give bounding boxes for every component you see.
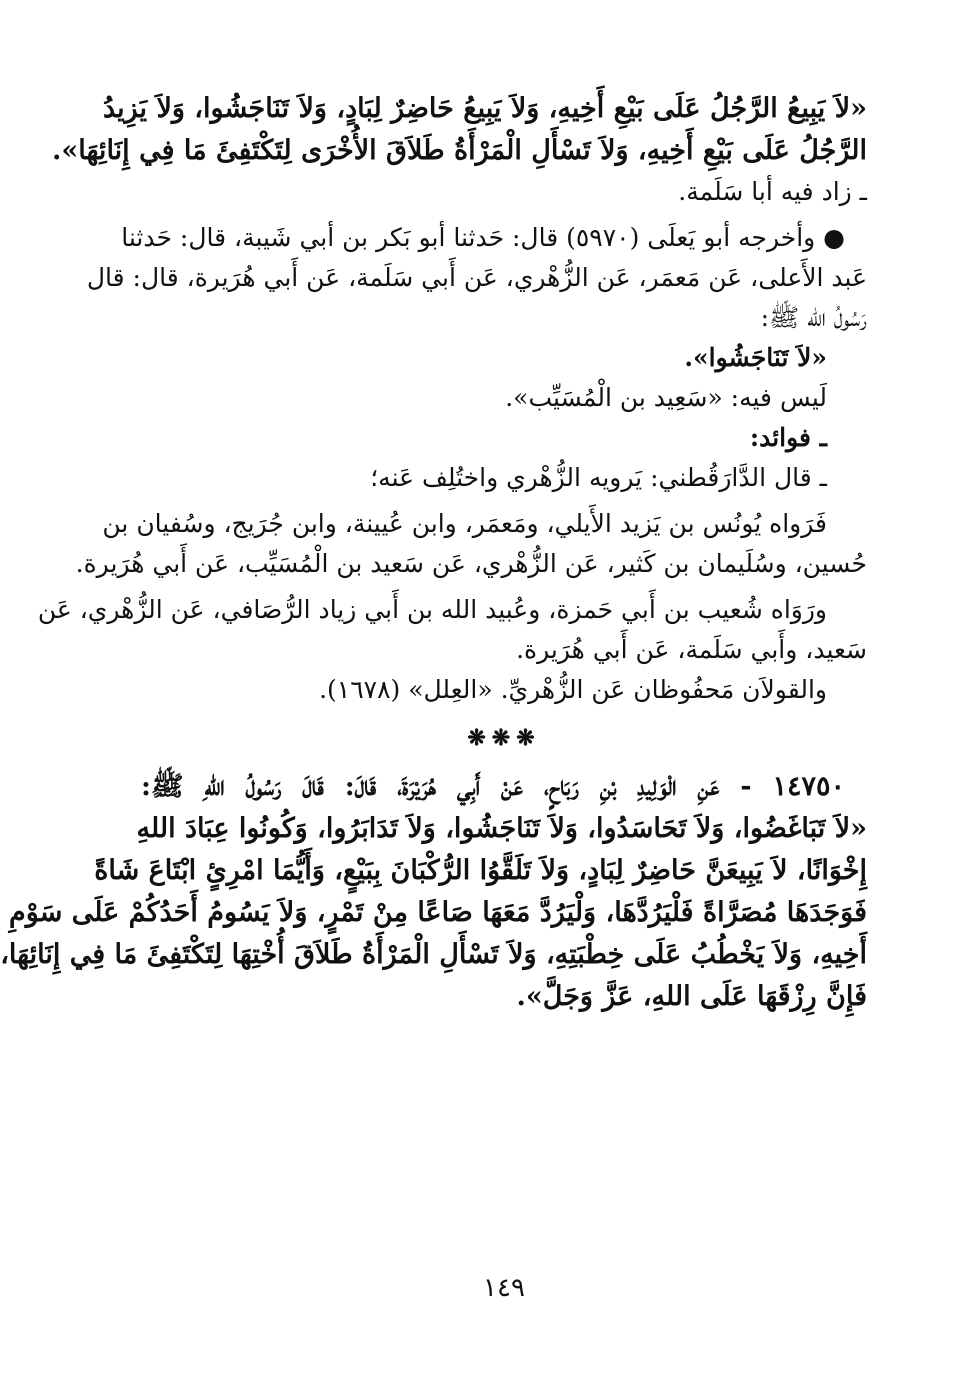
text-line: ورَوَاه شُعيب بن أَبي حَمزة، وعُبيد الله بن أَبي زياد الرُّصَافي، عَن الزُّهْري، عَن (37, 595, 827, 624)
text-line: فَإِنَّ رِزْقَهَا عَلَى اللهِ، عَزَّ وَجَلَّ». (516, 981, 867, 1012)
text-line: «لاَ تَبَاغَضُوا، وَلاَ تَحَاسَدُوا، وَلاَ تَنَاجَشُوا، وَلاَ تَدَابَرُوا، وَكُونُوا عِبَادَ اللهِ (136, 813, 867, 844)
daraqutni-statement: ـ قال الدَّارَقُطني: يَرويه الزُّهْري واختُلِف عَنه؛ (370, 463, 827, 492)
page-number: ١٤٩ (483, 1273, 525, 1303)
abu-yala-narration (86, 218, 867, 338)
riwaya-block-2 (37, 590, 867, 670)
text-line: سَعيد، وأَبي سَلَمة، عَن أَبي هُرَيرة. (516, 635, 867, 664)
benefits-heading: ـ فوائد: (749, 423, 827, 452)
quote-la-tanajashu: «لاَ تَنَاجَشُوا». (684, 343, 827, 372)
note-added-abu-salama: ـ زاد فيه أبا سَلَمة. (678, 177, 867, 206)
text-line: حُسين، وسُلَيمان بن كَثير، عَن الزُّهْري، عَن سَعيد بن الْمُسَيِّب، عَن أَبي هُرَيرة. (75, 549, 867, 578)
hadith-14750 (0, 766, 867, 1018)
text-line: الرَّجُلُ عَلَى بَيْعِ أَخِيهِ، وَلاَ تَسْأَلِ الْمَرْأَةُ طَلاَقَ الأُخْرَى لِتَكْتَفِئَ مَا فِي إِنَائِهَا». (51, 135, 867, 166)
text-line: رَسُولُ الله ﷺ: (760, 303, 867, 332)
text-line: ● وأخرجه أبو يَعلَى (٥٩٧٠) قال: حَدثنا أبو بَكر بن أبي شَيبة، قال: حَدثنا (121, 223, 845, 252)
hadith-header: ١٤٧٥٠ - عَنِ الْوَلِيدِ بْنِ رَبَاحٍ، عَنْ أَبِي هُرَيْرَةَ، قَالَ: قَالَ رَسُولُ اللهِ ﷺ: (141, 771, 845, 802)
text-line: أَخِيهِ، وَلاَ يَخْطُبُ عَلَى خِطْبَتِهِ، وَلاَ تَسْأَلِ الْمَرْأَةُ طَلاَقَ أُخْتِهَا لِتَكْتَفِئَ مَا فِي إِنَائِهَا، (0, 939, 867, 970)
text-line: عَبد الأَعلى، عَن مَعمَر، عَن الزُّهْري، عَن أَبي سَلَمة، عَن أَبي هُرَيرة، قال: قال (86, 263, 867, 292)
text-line: «لاَ يَبِيعُ الرَّجُلُ عَلَى بَيْعِ أَخِيهِ، وَلاَ يَبِيعُ حَاضِرٌ لِبَادٍ، وَلاَ تَنَاجَشُوا، وَلاَ يَزِيدُ (102, 93, 867, 124)
section-separator: ❋❋❋ (467, 725, 541, 751)
conclusion-line: والقولاَن مَحفُوظان عَن الزُّهْريِّ. «العِلل» (١٦٧٨). (319, 675, 827, 704)
riwaya-block-1 (75, 504, 867, 584)
text-line: فَرَواه يُونُس بن يَزيد الأَيلي، ومَعمَر، وابن عُيينة، وابن جُرَيج، وسُفيان بن (102, 509, 827, 538)
hadith-text-block-1 (51, 88, 867, 172)
text-line: فَوَجَدَهَا مُصَرَّاةً فَلْيَرُدَّهَا، وَلْيَرُدَّ مَعَهَا صَاعًا مِنْ تَمْرٍ، وَلاَ يَسُومُ أَحَدُكُمْ عَلَى سَوْمِ (9, 897, 867, 928)
text-line: إِخْوَانًا، لاَ يَبِيعَنَّ حَاضِرٌ لِبَادٍ، وَلاَ تَلَقَّوُا الرُّكْبَانَ بِبَيْعٍ، وَأَيُّمَا امْرِئٍ ابْتَاعَ شَاةً (94, 855, 867, 886)
note-not-in-it: لَيس فيه: «سَعِيد بن الْمُسَيِّب». (505, 383, 827, 412)
page-body (0, 88, 867, 1018)
